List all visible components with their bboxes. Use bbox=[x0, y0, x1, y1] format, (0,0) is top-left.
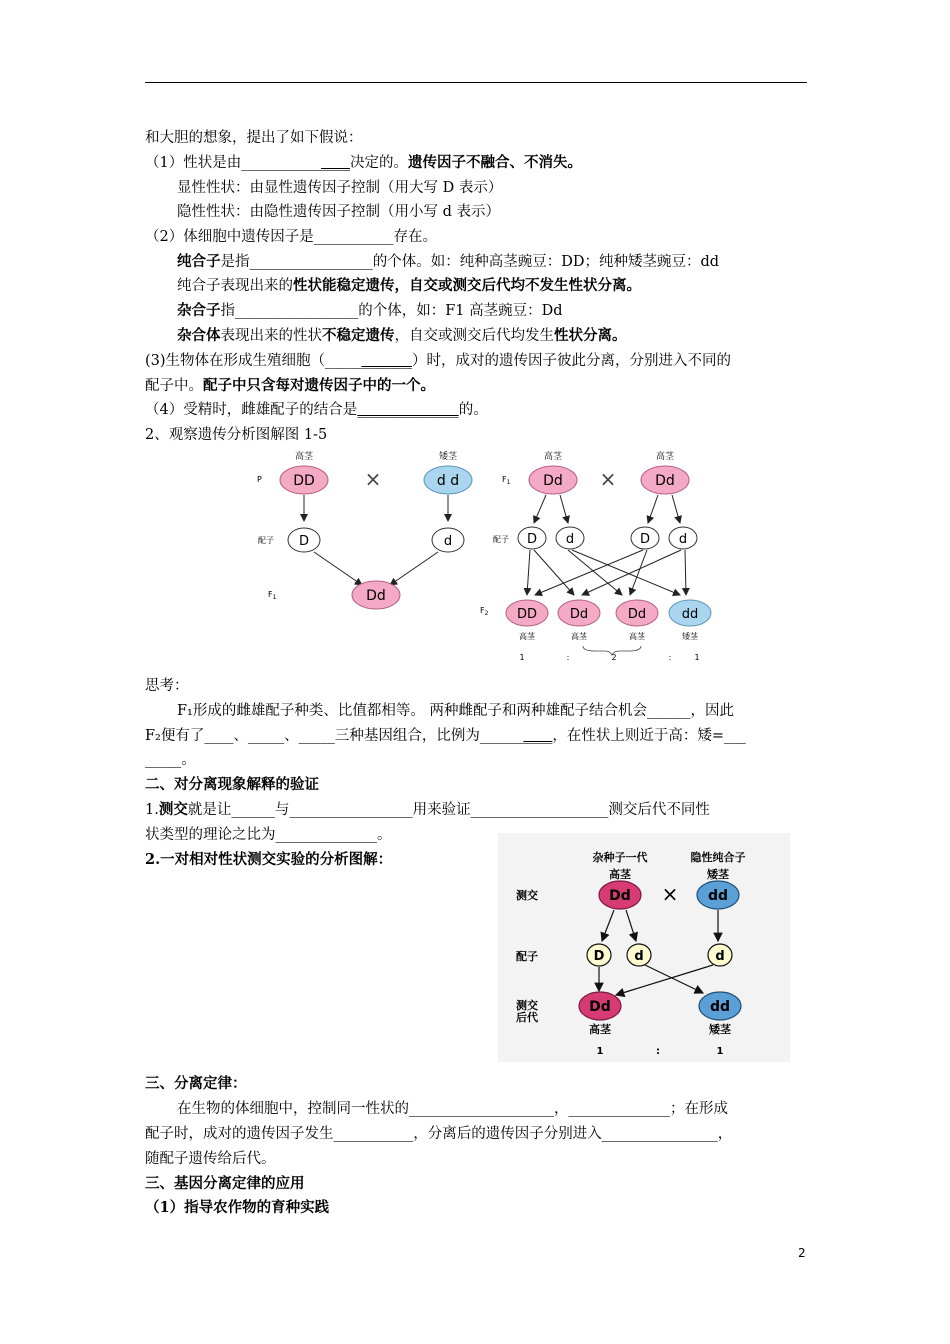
svg-text:d: d bbox=[715, 949, 725, 964]
svg-text:Dd: Dd bbox=[627, 607, 647, 622]
line-homozygote-trait: 纯合子表现出来的性状能稳定遗传，自交或测交后代均不发生性状分离。 bbox=[177, 277, 641, 294]
line-hypothesis-1: （1）性状是由_______________决定的。遗传因子不融合、不消失。 bbox=[145, 154, 582, 171]
heading-breeding: （1）指导农作物的育种实践 bbox=[145, 1199, 330, 1216]
svg-text::: : bbox=[566, 653, 570, 662]
svg-text:Dd: Dd bbox=[366, 588, 386, 604]
ratio-2: 2 bbox=[611, 653, 617, 662]
svg-text:Dd: Dd bbox=[543, 473, 563, 489]
svg-text:配子: 配子 bbox=[493, 535, 509, 544]
testcross-ratio-2: 1 bbox=[716, 1046, 724, 1057]
line-testcross-diagram-title: 2.一对相对性状测交实验的分析图解： bbox=[145, 851, 393, 868]
line-hypothesis-intro: 和大胆的想象，提出了如下假说： bbox=[145, 130, 363, 146]
header-rule bbox=[145, 82, 807, 83]
label-short: 矮茎 bbox=[438, 452, 458, 462]
testcross-diagram bbox=[498, 833, 790, 1062]
heading-application: 三、基因分离定律的应用 bbox=[145, 1175, 305, 1192]
svg-text::: : bbox=[668, 653, 672, 662]
label-p: P bbox=[257, 475, 262, 484]
line-law-3: 随配子遗传给后代。 bbox=[145, 1151, 276, 1167]
svg-text:d: d bbox=[565, 532, 575, 547]
svg-text:矮茎: 矮茎 bbox=[709, 1023, 731, 1036]
svg-text:高茎: 高茎 bbox=[519, 632, 535, 641]
testcross-ratio-1: 1 bbox=[596, 1046, 604, 1057]
line-hypothesis-2: （2）体细胞中遗传因子是___________存在。 bbox=[145, 229, 437, 245]
label-offspring: 测交后代 bbox=[516, 999, 538, 1024]
ratio-3: 1 bbox=[694, 653, 700, 662]
label-f1-right: $F_1$ bbox=[502, 475, 511, 486]
line-gamete: 配子中。配子中只含每对遗传因子中的一个。 bbox=[145, 377, 435, 394]
line-law-2: 配子时，成对的遗传因子发生___________，分离后的遗传因子分别进入________________， bbox=[145, 1126, 733, 1142]
segregation-diagram bbox=[250, 445, 730, 667]
svg-text:高茎: 高茎 bbox=[629, 632, 645, 641]
label-f2: $F_2$ bbox=[480, 606, 489, 617]
line-dominant: 显性性状：由显性遗传因子控制（用大写 D 表示） bbox=[177, 180, 503, 196]
label-testcross: 测交 bbox=[516, 889, 538, 902]
label-gamete: 配子 bbox=[258, 536, 274, 545]
svg-text:高茎: 高茎 bbox=[543, 452, 563, 462]
line-testcross-2: 状类型的理论之比为______________。 bbox=[145, 827, 392, 843]
svg-text:D: D bbox=[639, 532, 651, 547]
svg-text:高茎: 高茎 bbox=[589, 1023, 611, 1036]
svg-text:d: d bbox=[678, 532, 688, 547]
line-testcross: 1.测交就是让______与_________________用来验证___________________测交后代不同性 bbox=[145, 801, 710, 818]
svg-text:DD: DD bbox=[516, 607, 538, 622]
label-hybrid: 杂种子一代 bbox=[592, 851, 648, 864]
svg-text:×: × bbox=[661, 882, 679, 906]
svg-text:Dd: Dd bbox=[589, 999, 611, 1015]
svg-text:D: D bbox=[526, 532, 538, 547]
svg-text:d: d bbox=[443, 534, 453, 549]
page-number: 2 bbox=[798, 1246, 806, 1260]
cross-sign: × bbox=[364, 467, 382, 491]
line-homozygote: 纯合子是指_________________的个体。如：纯种高茎豌豆：DD；纯种矮茎豌豆：dd bbox=[177, 253, 720, 270]
svg-text:D: D bbox=[298, 534, 310, 549]
svg-text:高茎: 高茎 bbox=[655, 452, 675, 462]
svg-text:矮茎: 矮茎 bbox=[682, 632, 698, 641]
svg-text:DD: DD bbox=[293, 473, 315, 489]
svg-text:×: × bbox=[599, 467, 617, 491]
svg-text:Dd: Dd bbox=[655, 473, 675, 489]
svg-text:Dd: Dd bbox=[609, 888, 631, 904]
svg-text:dd: dd bbox=[681, 607, 699, 622]
svg-text:d d: d d bbox=[436, 473, 460, 489]
line-think: 思考： bbox=[145, 678, 189, 694]
heading-verification: 二、对分离现象解释的验证 bbox=[145, 776, 319, 793]
svg-text::: : bbox=[656, 1046, 660, 1057]
line-recessive: 隐性性状：由隐性遗传因子控制（用小写 d 表示） bbox=[177, 204, 500, 220]
svg-text:Dd: Dd bbox=[569, 607, 589, 622]
line-heterozygote-trait: 杂合体表现出来的性状不稳定遗传，自交或测交后代均发生性状分离。 bbox=[177, 327, 627, 344]
line-think-2: F₂便有了____、_____、_____三种基因组合，比例为__________，在性状上则近于高：矮=___ bbox=[145, 728, 746, 744]
label-recessive: 隐性纯合子 bbox=[690, 851, 746, 864]
heading-law: 三、分离定律： bbox=[145, 1075, 247, 1092]
ratio-1: 1 bbox=[519, 653, 525, 662]
line-hypothesis-3: (3)生物体在形成生殖细胞（____________）时，成对的遗传因子彼此分离，分别进入不同的 bbox=[145, 353, 732, 369]
line-heterozygote: 杂合子指_________________的个体，如：F1 高茎豌豆：Dd bbox=[177, 302, 563, 319]
svg-text:d: d bbox=[634, 949, 644, 964]
svg-text:dd: dd bbox=[707, 888, 729, 904]
svg-text:高茎: 高茎 bbox=[571, 632, 587, 641]
line-figure-caption: 2、观察遗传分析图解图 1-5 bbox=[145, 427, 328, 443]
label-tall: 高茎 bbox=[294, 452, 314, 462]
svg-text:高茎: 高茎 bbox=[609, 868, 631, 881]
svg-text:dd: dd bbox=[709, 999, 731, 1015]
svg-text:矮茎: 矮茎 bbox=[707, 868, 729, 881]
label-f1-left: $F_1$ bbox=[268, 590, 277, 601]
svg-text:D: D bbox=[593, 949, 605, 964]
line-think-3: _____。 bbox=[145, 752, 196, 768]
label-gamete-2: 配子 bbox=[516, 950, 538, 963]
line-law-1: 在生物的体细胞中，控制同一性状的____________________，______________；在形成 bbox=[177, 1101, 728, 1117]
line-hypothesis-4: （4）受精时，雌雄配子的结合是______________的。 bbox=[145, 402, 488, 418]
line-think-1: F₁形成的雌雄配子种类、比值都相等。 两种雌配子和两种雄配子结合机会______，因此 bbox=[177, 703, 734, 719]
